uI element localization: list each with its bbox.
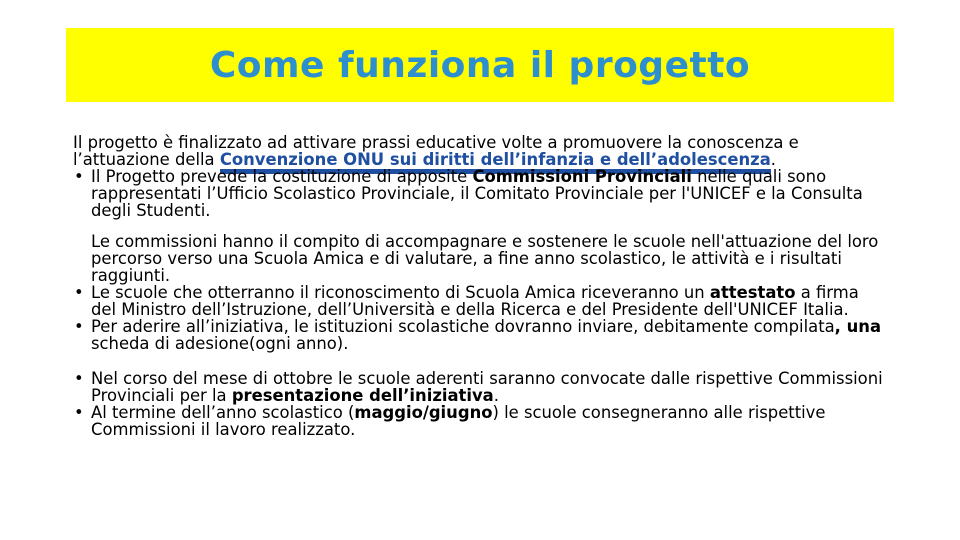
intro-text-after: .: [770, 150, 776, 169]
slide-content: [73, 134, 883, 438]
bullet3-text-after: scheda di adesione(ogni anno).: [91, 334, 349, 353]
bullet-commissions: [73, 168, 883, 219]
bullet2-bold: attestato: [709, 283, 796, 302]
commissions-paragraph: Le commissioni hanno il compito di accompagnare e sostenere le scuole nell'attuazione del loro percorso verso una Scuola Amica e di valutare, a fine anno scolastico, le attività e i risultati raggiunti.: [91, 232, 879, 285]
bullet-ottobre: [73, 370, 883, 404]
bullet2-text-after: a firma del Ministro dell’Istruzione, dell’Università e della Ricerca e del Presidente dell'UNICEF Italia.: [91, 283, 859, 319]
bullet3-bold: , una: [834, 317, 882, 336]
bullet-consegna: [73, 404, 883, 438]
bullet3-text: Per aderire all’iniziativa, le istituzioni scolastiche dovranno inviare, debitamente compilata: [91, 317, 835, 336]
bullet-adesione: [73, 318, 883, 352]
convention-highlight: Convenzione ONU sui diritti dell’infanzia e dell’adolescenza: [220, 150, 771, 174]
bullet1-text-after: nelle quali sono rappresentati l’Ufficio Scolastico Provinciale, il Comitato Provinciale per l'UNICEF e la Consulta degli Studenti.: [91, 167, 863, 220]
bullet4-bold: presentazione dell’iniziativa: [231, 386, 494, 405]
intro-paragraph: [73, 134, 883, 168]
title-band: [66, 28, 894, 102]
bullet5-text-after: ) le scuole consegneranno alle rispettive Commissioni il lavoro realizzato.: [91, 403, 826, 439]
bullet5-text: Al termine dell’anno scolastico (: [91, 403, 355, 422]
bullet-attestato: [73, 284, 883, 318]
bullet1-text: Il Progetto prevede la costituzione di apposite: [91, 167, 473, 186]
slide-title: Come funziona il progetto: [209, 44, 751, 86]
bullet4-text: Nel corso del mese di ottobre le scuole aderenti saranno convocate dalle rispettive Commissioni Provinciali per la: [91, 369, 883, 405]
bullet1-bold: Commissioni Provinciali: [472, 167, 692, 186]
bullet4-text-after: .: [493, 386, 499, 405]
bullet2-text: Le scuole che otterranno il riconoscimento di Scuola Amica riceveranno un: [91, 283, 710, 302]
intro-text-before: Il progetto è finalizzato ad attivare prassi educative volte a promuovere la conoscenza e l’attuazione della: [73, 133, 799, 169]
bullet5-bold: maggio/giugno: [354, 403, 493, 422]
